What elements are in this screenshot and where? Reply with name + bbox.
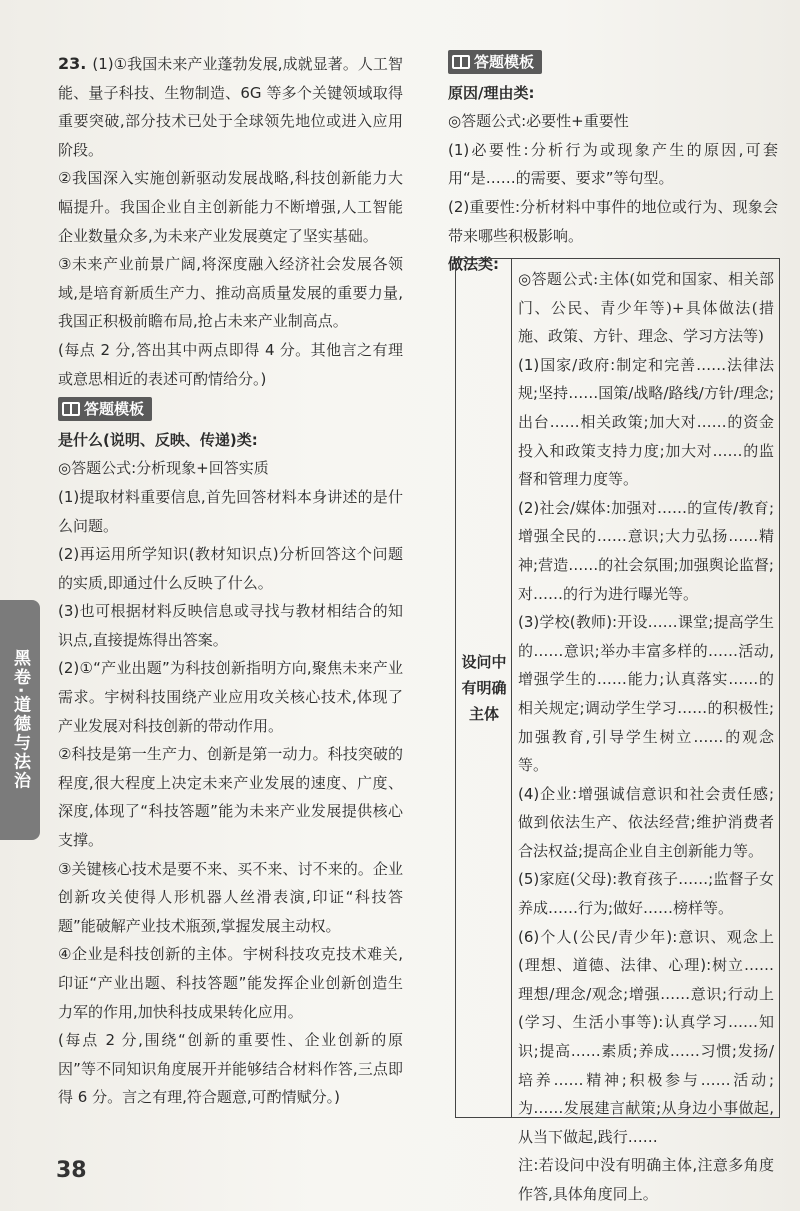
answer-part-2-point-4: ④企业是科技创新的主体。宇树科技攻克技术难关,印证“产业出题、科技答题”能发挥企业创新创造生力军的作用,加快科技成果转化应用。 <box>58 945 403 1021</box>
question-number: 23. <box>58 54 87 73</box>
table-item-school: (3)学校(教师):开设……课堂;提高学生的……意识;举办丰富多样的……活动,增强学生的……能力;认真落实……的相关规定;调动学生学习……的积极性;加强教育,引导学生树立……的观念等。 <box>518 613 774 775</box>
right-column <box>448 50 778 279</box>
what-step-2: (2)再运用所学知识(教材知识点)分析回答这个问题的实质,即通过什么反映了什么。 <box>58 545 403 592</box>
table-item-individual: (6)个人(公民/青少年):意识、观念上(理想、道德、法律、心理):树立……理想/理念/观念;增强……意识;行动上(学习、生活小事等):认真学习……知识;提高……素质;养成……习惯;发扬/培养……精神;积极参与……活动;为……发展建言献策;从身边小事做起,从当下做起,践行…… <box>518 927 774 1146</box>
answer-part-2-point-2: ②科技是第一生产力、创新是第一动力。科技突破的程度,很大程度上决定未来产业发展的速度、广度、深度,体现了“科技答题”能为未来产业发展提供核心支撑。 <box>58 745 403 850</box>
left-column <box>58 50 403 1112</box>
what-type-formula: ◎答题公式:分析现象+回答实质 <box>58 459 269 478</box>
answer-part-1 <box>58 50 403 164</box>
method-table <box>455 258 780 1203</box>
answer-part-2-point-1: (2)①“产业出题”为科技创新指明方向,聚焦未来产业需求。宇树科技围绕产业应用攻关核心技术,体现了产业发展对科技创新的带动作用。 <box>58 659 403 735</box>
book-icon <box>62 402 80 416</box>
side-tab-label: 黑卷·道德与法治 <box>10 649 30 791</box>
template-badge-right <box>448 50 542 74</box>
template-badge-label: 答题模板 <box>474 53 535 71</box>
scoring-note-2: (每点 2 分,围绕“创新的重要性、企业创新的原因”等不同知识角度展开并能够结合材料作答,三点即得 6 分。言之有理,符合题意,可酌情赋分。) <box>58 1031 403 1107</box>
scoring-note-1: (每点 2 分,答出其中两点即得 4 分。其他言之有理或意思相近的表述可酌情给分。) <box>58 340 403 388</box>
why-step-2: (2)重要性:分析材料中事件的地位或行为、现象会带来哪些积极影响。 <box>448 197 778 245</box>
answer-point-1: (1)①我国未来产业蓬勃发展,成就显著。人工智能、量子科技、生物制造、6G 等多个关键领域取得重要突破,部分技术已处于全球领先地位或进入应用阶段。 <box>58 55 403 159</box>
template-badge-label: 答题模板 <box>84 400 145 419</box>
table-formula: ◎答题公式:主体(如党和国家、相关部门、公民、青少年等)+具体做法(措施、政策、方针、理念、学习方法等) <box>518 270 774 346</box>
what-step-1: (1)提取材料重要信息,首先回答材料本身讲述的是什么问题。 <box>58 487 403 535</box>
answer-part-2-point-3: ③关键核心技术是要不来、买不来、讨不来的。企业创新攻关使得人形机器人丝滑表演,印证“科技答题”能破解产业技术瓶颈,掌握发展主动权。 <box>58 859 403 935</box>
what-type-heading: 是什么(说明、反映、传递)类: <box>58 430 258 449</box>
why-type-heading: 原因/理由类: <box>448 83 535 102</box>
table-note: 注:若设问中没有明确主体,注意多角度作答,具体角度同上。 <box>518 1156 774 1203</box>
table-item-society: (2)社会/媒体:加强对……的宣传/教育;增强全民的……意识;大力弘扬……精神;营造……的社会氛围;加强舆论监督;对……的行为进行曝光等。 <box>518 498 774 603</box>
table-label-cell <box>456 259 512 1117</box>
table-item-enterprise: (4)企业:增强诚信意识和社会责任感;做到依法生产、依法经营;维护消费者合法权益;提高企业自主创新能力等。 <box>518 784 774 860</box>
how-type-heading: 做法类: <box>448 255 499 274</box>
side-tab <box>0 600 40 840</box>
why-step-1: (1)必要性:分析行为或现象产生的原因,可套用“是……的需要、要求”等句型。 <box>448 140 778 188</box>
what-step-3: (3)也可根据材料反映信息或寻找与教材相结合的知识点,直接提炼得出答案。 <box>58 602 403 649</box>
answer-point-3: ③未来产业前景广阔,将深度融入经济社会发展各领域,是培育新质生产力、推动高质量发展的重要力量,我国正积极前瞻布局,抢占未来产业制高点。 <box>58 255 403 331</box>
page-number: 38 <box>56 1158 87 1183</box>
why-type-formula: ◎答题公式:必要性+重要性 <box>448 112 629 131</box>
answer-point-2: ②我国深入实施创新驱动发展战略,科技创新能力大幅提升。我国企业自主创新能力不断增强,人工智能企业数量众多,为未来产业发展奠定了坚实基础。 <box>58 169 403 245</box>
table-item-state: (1)国家/政府:制定和完善……法律法规;坚持……国策/战略/路线/方针/理念;出台……相关政策;加大对……的资金投入和政策支持力度;加大对……的监督和管理力度等。 <box>518 355 774 489</box>
table-content-cell <box>518 265 774 1209</box>
book-icon <box>452 55 470 69</box>
table-item-family: (5)家庭(父母):教育孩子……;监督子女养成……行为;做好……榜样等。 <box>518 870 774 918</box>
template-badge-left <box>58 397 152 421</box>
table-label: 设问中有明确主体 <box>461 653 507 723</box>
